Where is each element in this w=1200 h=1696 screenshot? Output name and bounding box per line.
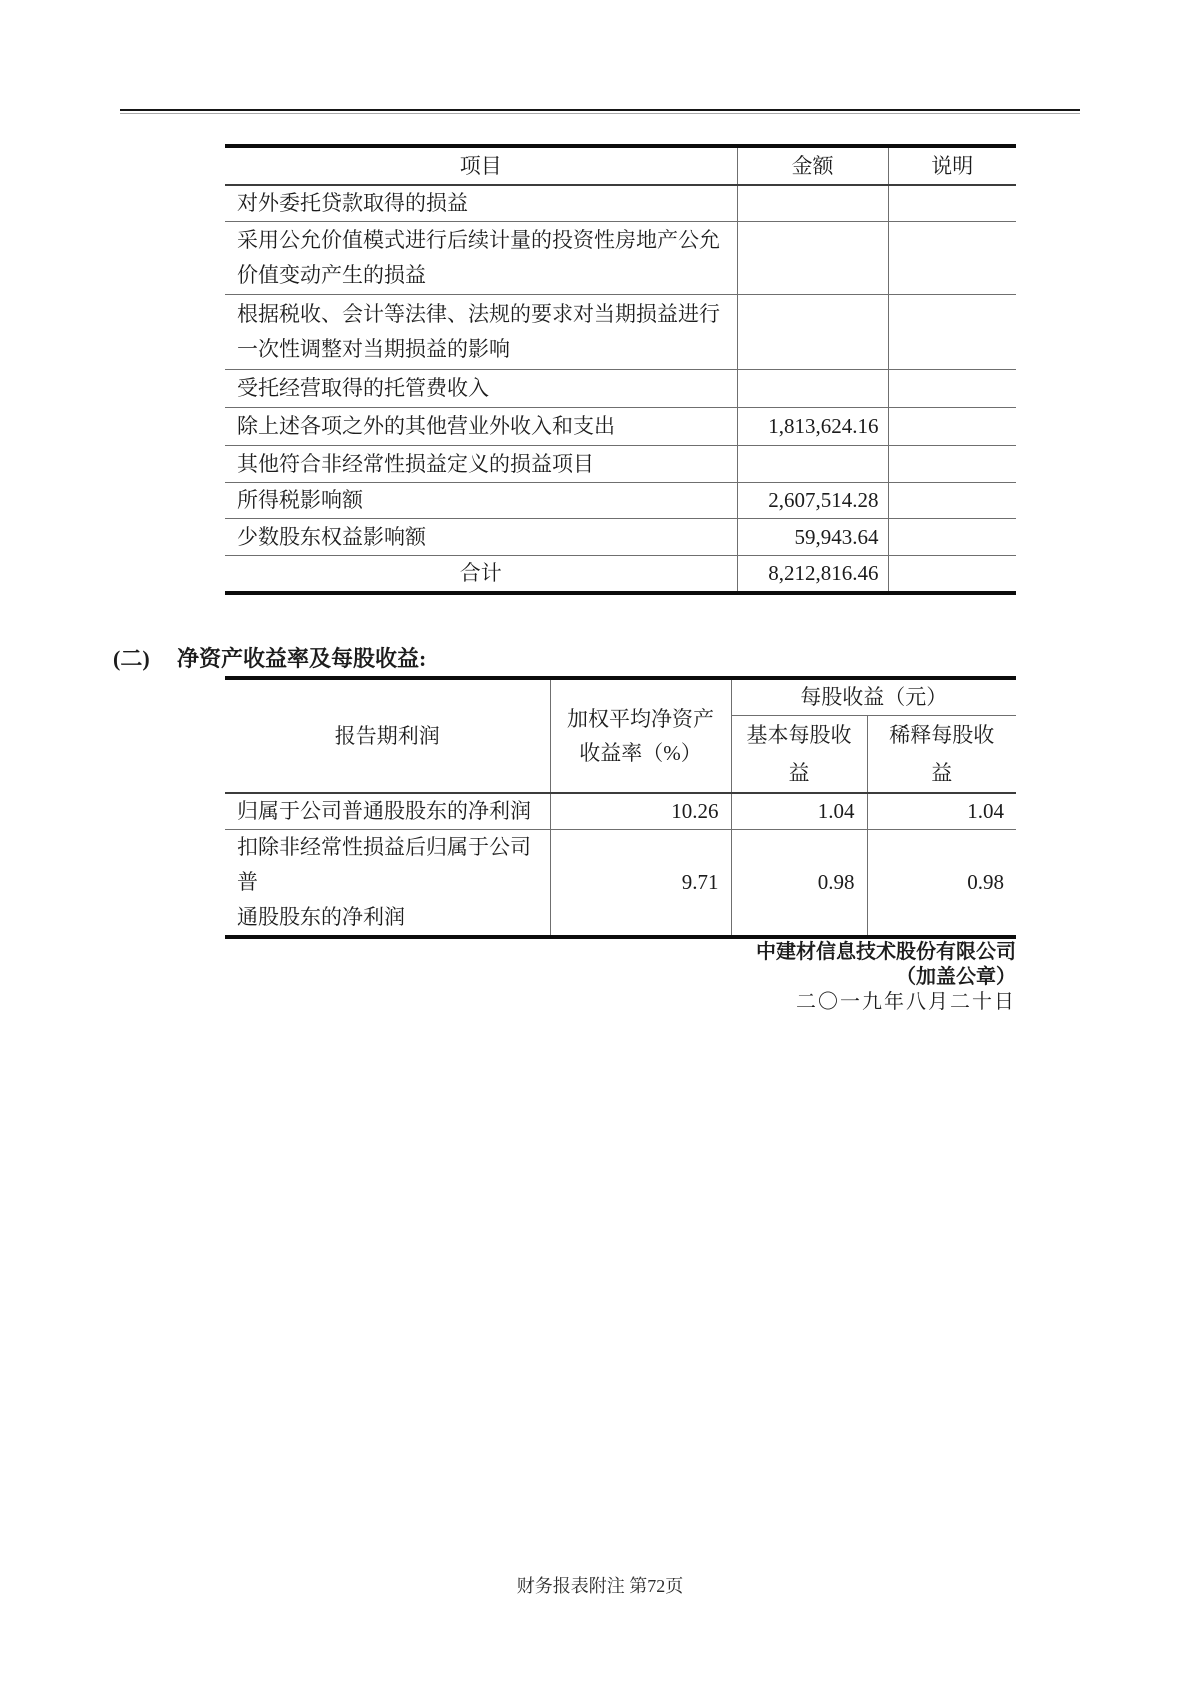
page-header-rule: [120, 109, 1080, 114]
table-row: [225, 370, 1016, 408]
item-amount: [737, 295, 888, 370]
table-row: [225, 185, 1016, 222]
table-header-row: [225, 678, 1016, 715]
table-row: [225, 483, 1016, 519]
column-header-basic-eps: 基本每股收 益: [731, 715, 867, 793]
item-amount: 1,813,624.16: [737, 408, 888, 446]
item-label: 除上述各项之外的其他营业外收入和支出: [225, 408, 737, 446]
item-amount: [737, 185, 888, 222]
item-label: 所得税影响额: [225, 483, 737, 519]
item-note: [888, 519, 1016, 556]
seal-note: （加盖公章）: [896, 966, 1016, 988]
table-header-row: [225, 146, 1016, 185]
item-amount: [737, 222, 888, 295]
column-header-diluted-eps: 稀释每股收 益: [867, 715, 1016, 793]
item-note: [888, 370, 1016, 408]
non-recurring-items-table: [225, 144, 1016, 595]
company-name: 中建材信息技术股份有限公司: [756, 941, 1016, 963]
signature-date: 二〇一九年八月二十日: [796, 991, 1016, 1013]
item-note: [888, 185, 1016, 222]
table-row: [225, 793, 1016, 830]
column-header-note: 说明: [888, 146, 1016, 185]
table-row: [225, 519, 1016, 556]
item-label: 受托经营取得的托管费收入: [225, 370, 737, 408]
item-label: 根据税收、会计等法律、法规的要求对当期损益进行 一次性调整对当期损益的影响: [225, 295, 737, 370]
row-label: 归属于公司普通股股东的净利润: [225, 793, 550, 830]
basic-eps-value: 1.04: [731, 793, 867, 830]
table-total-row: [225, 556, 1016, 594]
column-header-weighted-roe: 加权平均净资产 收益率（%）: [550, 678, 731, 793]
item-note: [888, 446, 1016, 483]
item-label: 少数股东权益影响额: [225, 519, 737, 556]
row-label: 扣除非经常性损益后归属于公司普 通股股东的净利润: [225, 829, 550, 937]
item-label: 其他符合非经常性损益定义的损益项目: [225, 446, 737, 483]
page-footer: 财务报表附注 第72页: [516, 1576, 684, 1596]
roe-value: 9.71: [550, 829, 731, 937]
item-note: [888, 408, 1016, 446]
table-row: [225, 295, 1016, 370]
basic-eps-value: 0.98: [731, 829, 867, 937]
item-note: [888, 483, 1016, 519]
table-row: [225, 408, 1016, 446]
table-row: [225, 222, 1016, 295]
table-row: [225, 829, 1016, 937]
section-heading: [0, 645, 1200, 673]
column-header-amount: 金额: [737, 146, 888, 185]
column-header-period-profit: 报告期利润: [225, 678, 550, 793]
section-title: 净资产收益率及每股收益:: [177, 646, 427, 671]
diluted-eps-value: 0.98: [967, 869, 1004, 894]
item-amount: 2,607,514.28: [737, 483, 888, 519]
total-amount: 8,212,816.46: [737, 556, 888, 594]
item-amount: [737, 446, 888, 483]
item-amount: 59,943.64: [737, 519, 888, 556]
roe-eps-table: [225, 676, 1016, 939]
table-row: [225, 446, 1016, 483]
total-label: 合计: [225, 556, 737, 594]
item-label: 采用公允价值模式进行后续计量的投资性房地产公允 价值变动产生的损益: [225, 222, 737, 295]
diluted-eps-value: 1.04: [867, 793, 1016, 830]
column-group-eps: 每股收益（元）: [731, 678, 1016, 715]
column-header-item: 项目: [225, 146, 737, 185]
section-index: (二): [113, 646, 150, 671]
item-note: [888, 295, 1016, 370]
roe-value: 10.26: [550, 793, 731, 830]
total-note: [888, 556, 1016, 594]
item-amount: [737, 370, 888, 408]
item-label: 对外委托贷款取得的损益: [225, 185, 737, 222]
signature-block: [756, 940, 1016, 1015]
item-note: [888, 222, 1016, 295]
